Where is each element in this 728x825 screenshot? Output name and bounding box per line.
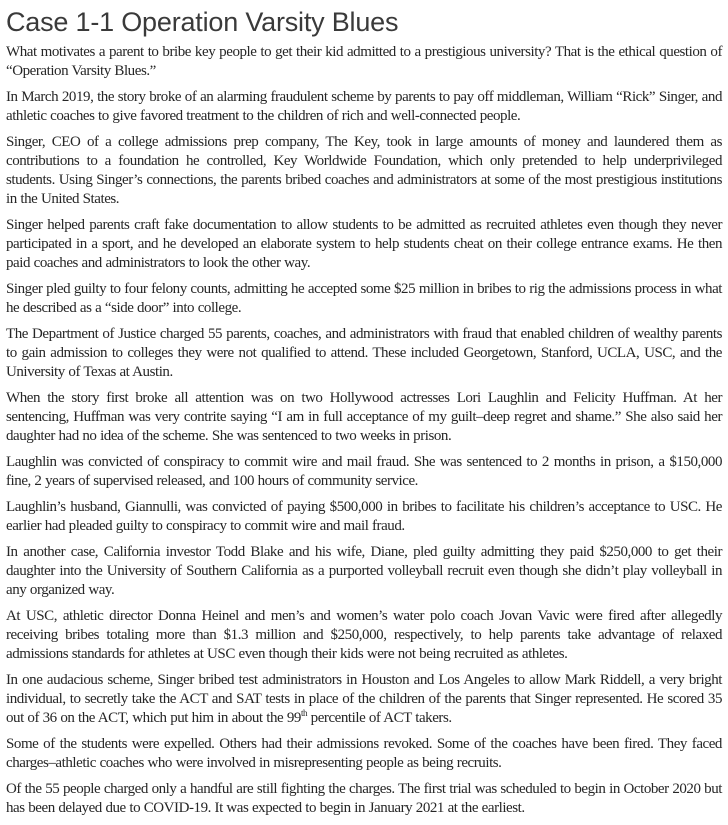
- case-document: [6, 0, 722, 825]
- superscript: th: [300, 708, 308, 718]
- paragraph-riddell: [6, 671, 722, 728]
- paragraph: In March 2019, the story broke of an alarming fraudulent scheme by parents to pay off middleman, William “Rick” Singer, and athletic coaches to give favored treatment to the children of rich and well-connected people.: [6, 89, 722, 124]
- paragraph: Singer, CEO of a college admissions prep company, The Key, took in large amounts of money and laundered them as contributions to a foundation he controlled, Key Worldwide Foundation, which only pretended to help underprivileged students. Using Singer’s connections, the parents bribed coaches and administrators at some of the most prestigious institutions in the United States.: [6, 134, 722, 207]
- paragraph: At USC, athletic director Donna Heinel and men’s and women’s water polo coach Jovan Vavic were fired after allegedly receiving bribes totaling more than $1.3 million and $250,000, respectively, to help parents take advantage of relaxed admissions standards for athletes at USC even though their kids were not being recruited as athletes.: [6, 608, 722, 662]
- paragraph: Some of the students were expelled. Others had their admissions revoked. Some of the coaches have been fired. They faced charges–athletic coaches who were involved in misrepresenting people as being recruits.: [6, 736, 722, 771]
- paragraph: Laughlin was convicted of conspiracy to commit wire and mail fraud. She was sentenced to 2 months in prison, a $150,000 fine, 2 years of supervised released, and 100 hours of community service.: [6, 454, 722, 489]
- paragraph: Laughlin’s husband, Giannulli, was convicted of paying $500,000 in bribes to facilitate his children’s acceptance to USC. He earlier had pleaded guilty to conspiracy to commit wire and mail fraud.: [6, 499, 722, 534]
- paragraph: The Department of Justice charged 55 parents, coaches, and administrators with fraud that enabled children of wealthy parents to gain admission to colleges they were not qualified to attend. These included Georgetown, Stanford, UCLA, USC, and the University of Texas at Austin.: [6, 326, 722, 380]
- paragraph: Singer pled guilty to four felony counts, admitting he accepted some $25 million in bribes to rig the admissions process in what he described as a “side door” into college.: [6, 281, 722, 316]
- paragraph-intro: What motivates a parent to bribe key people to get their kid admitted to a prestigious university? That is the ethical question of “Operation Varsity Blues.”: [6, 44, 722, 79]
- paragraph: When the story first broke all attention was on two Hollywood actresses Lori Laughlin and Felicity Huffman. At her sentencing, Huffman was very contrite saying “I am in full acceptance of my guilt–deep regret and shame.” She also said her daughter had no idea of the scheme. She was sentenced to two weeks in prison.: [6, 390, 722, 444]
- text: percentile of ACT takers.: [307, 710, 452, 726]
- case-title: Case 1-1 Operation Varsity Blues: [6, 7, 399, 37]
- paragraph-final: Of the 55 people charged only a handful are still fighting the charges. The first trial was scheduled to begin in October 2020 but has been delayed due to COVID-19. It was expected to begin in January 2021 at the earliest.: [6, 781, 722, 816]
- paragraph: Singer helped parents craft fake documentation to allow students to be admitted as recruited athletes even though they never participated in a sport, and he developed an elaborate system to help students cheat on their college entrance exams. He then paid coaches and administrators to look the other way.: [6, 217, 722, 271]
- paragraph: In another case, California investor Todd Blake and his wife, Diane, pled guilty admitting they paid $250,000 to get their daughter into the University of Southern California as a purported volleyball recruit even though she didn’t play volleyball in any organized way.: [6, 544, 722, 598]
- text: In one audacious scheme, Singer bribed test administrators in Houston and Los Angeles to allow Mark Riddell, a very bright individual, to secretly take the ACT and SAT tests in place of the children of the parents that Singer represented. He scored 35 out of 36 on the ACT, which put him in about the 99: [6, 672, 722, 726]
